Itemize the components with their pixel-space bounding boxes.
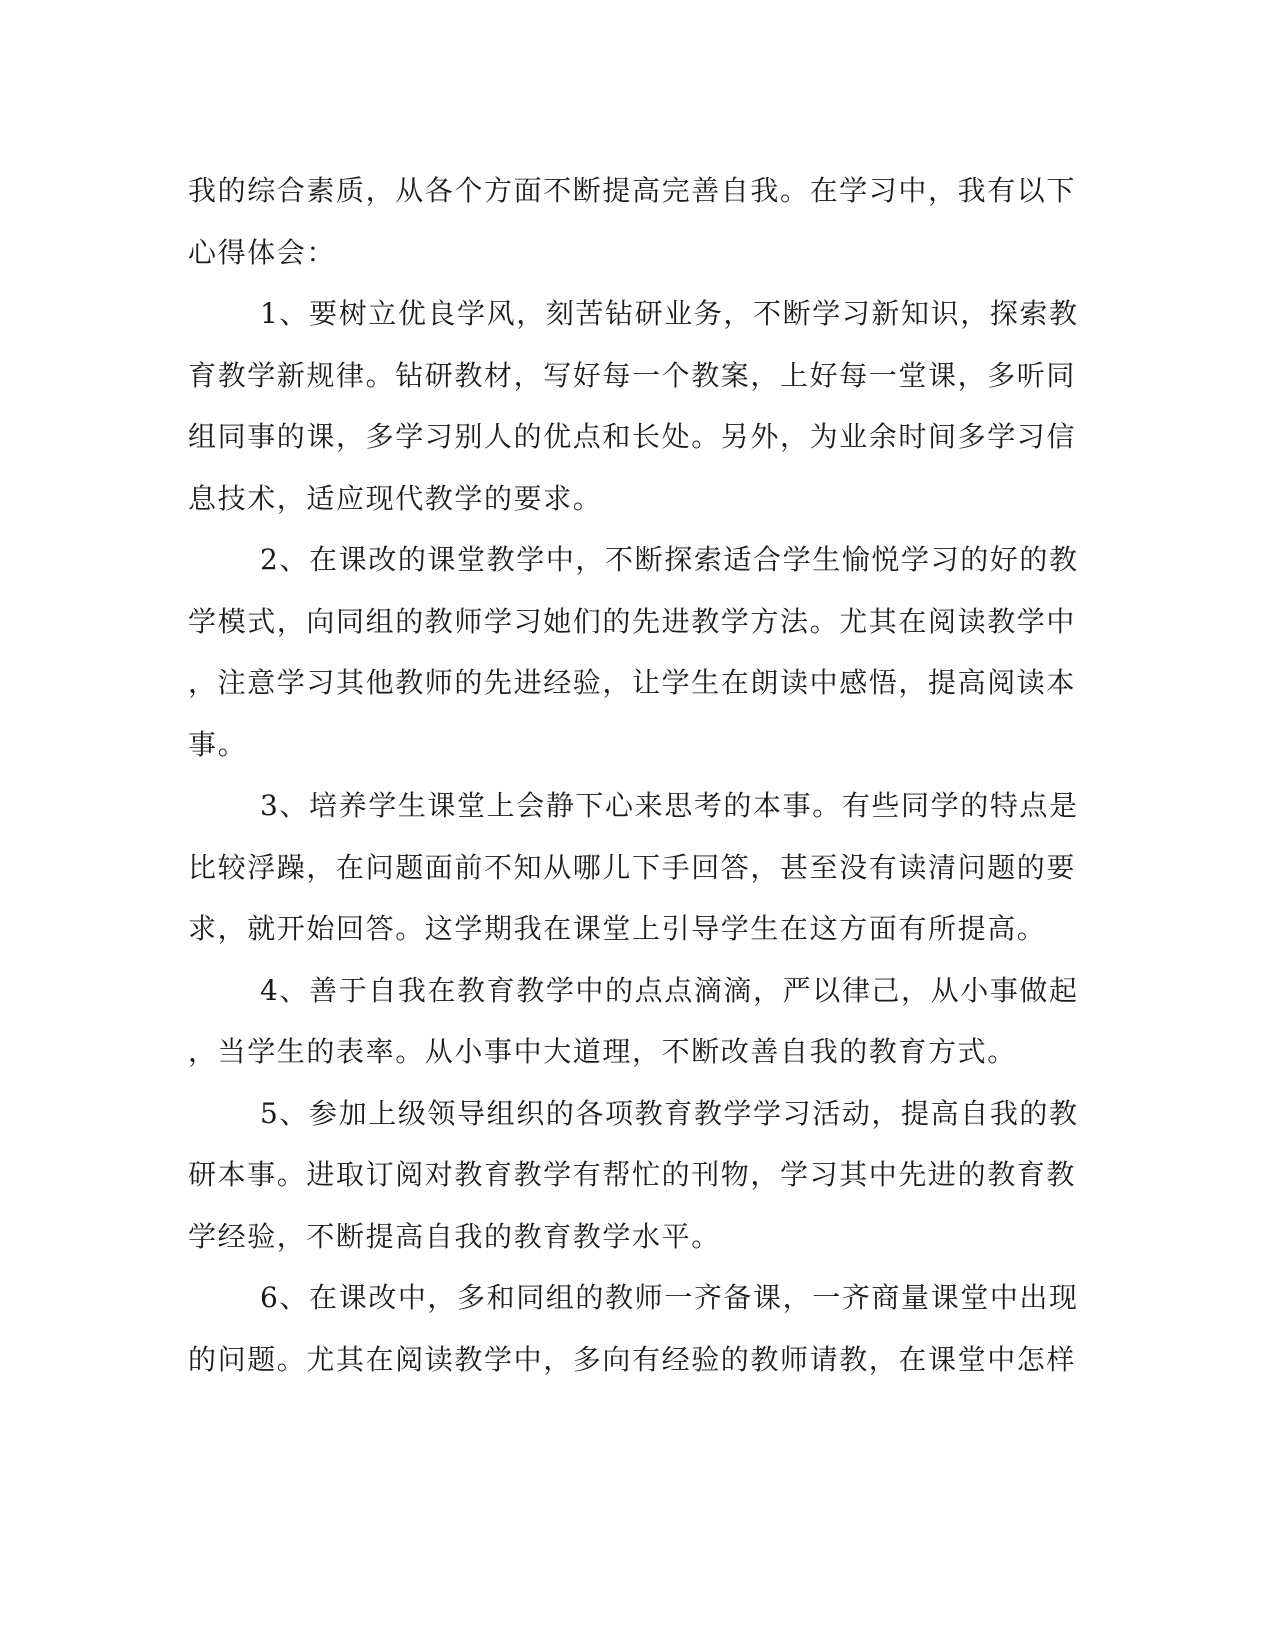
text-line: 息技术，适应现代教学的要求。 bbox=[188, 481, 603, 515]
text-line: 学经验，不断提高自我的教育教学水平。 bbox=[188, 1219, 721, 1253]
text-line: 比较浮躁，在问题面前不知从哪儿下手回答，甚至没有读清问题的要 bbox=[188, 850, 1077, 884]
paragraph-item-4 bbox=[188, 960, 1079, 1083]
text-line: 研本事。进取订阅对教育教学有帮忙的刊物，学习其中先进的教育教 bbox=[188, 1158, 1077, 1191]
paragraph-item-6 bbox=[188, 1267, 1079, 1390]
text-line: ，当学生的表率。从小事中大道理，不断改善自我的教育方式。 bbox=[188, 1035, 1017, 1068]
document-body bbox=[188, 160, 1079, 1390]
text-line: 4、善于自我在教育教学中的点点滴滴，严以律己，从小事做起 bbox=[260, 973, 1079, 1007]
paragraph-intro bbox=[188, 160, 1077, 283]
text-line: 育教学新规律。钻研教材，写好每一个教案，上好每一堂课，多听同 bbox=[188, 358, 1077, 392]
text-line: 6、在课改中，多和同组的教师一齐备课，一齐商量课堂中出现 bbox=[260, 1281, 1079, 1314]
paragraph-item-2 bbox=[188, 529, 1079, 775]
text-line: 1、要树立优良学风，刻苦钻研业务，不断学习新知识，探索教 bbox=[260, 297, 1079, 330]
text-line: 心得体会： bbox=[188, 235, 337, 269]
text-line: 的问题。尤其在阅读教学中，多向有经验的教师请教，在课堂中怎样 bbox=[188, 1342, 1077, 1376]
text-line: 求，就开始回答。这学期我在课堂上引导学生在这方面有所提高。 bbox=[188, 912, 1047, 945]
text-line: 组同事的课，多学习别人的优点和长处。另外，为业余时间多学习信 bbox=[188, 420, 1077, 453]
text-line: 3、培养学生课堂上会静下心来思考的本事。有些同学的特点是 bbox=[260, 789, 1079, 822]
text-line: 我的综合素质，从各个方面不断提高完善自我。在学习中，我有以下 bbox=[188, 174, 1077, 207]
paragraph-item-3 bbox=[188, 775, 1079, 960]
text-line: ，注意学习其他教师的先进经验，让学生在朗读中感悟，提高阅读本 bbox=[188, 666, 1077, 699]
text-line: 5、参加上级领导组织的各项教育教学学习活动，提高自我的教 bbox=[260, 1096, 1079, 1130]
paragraph-item-5 bbox=[188, 1083, 1079, 1268]
text-line: 2、在课改的课堂教学中，不断探索适合学生愉悦学习的好的教 bbox=[260, 543, 1079, 576]
text-line: 学模式，向同组的教师学习她们的先进教学方法。尤其在阅读教学中 bbox=[188, 604, 1077, 638]
paragraph-item-1 bbox=[188, 283, 1079, 529]
text-line: 事。 bbox=[188, 727, 248, 761]
